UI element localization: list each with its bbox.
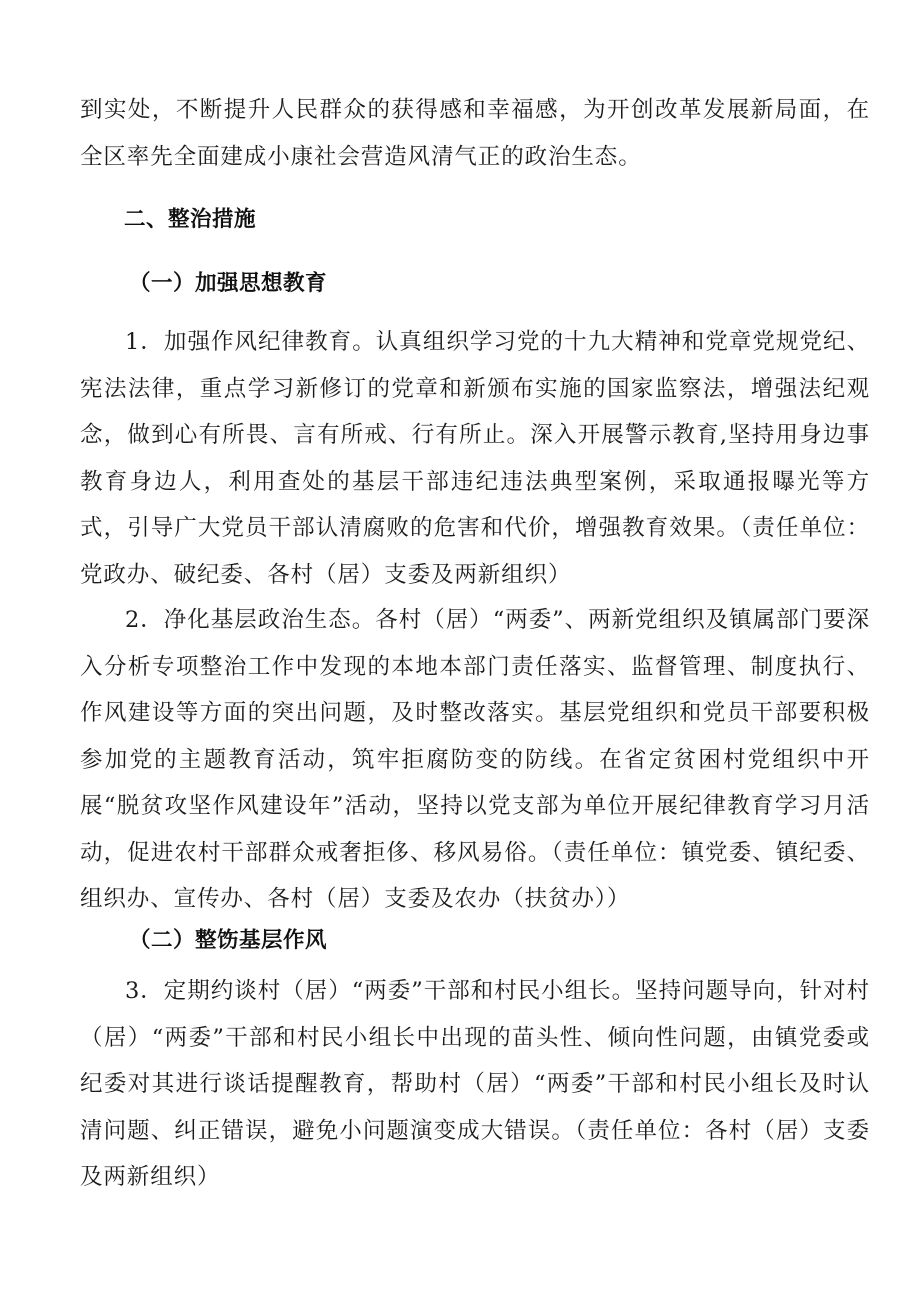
section-heading: 二、整治措施 — [124, 207, 257, 232]
subsection-heading-2: （二）整饬基层作风 — [129, 928, 328, 953]
item-paragraph-1: 1．加强作风纪律教育。认真组织学习党的十九大精神和党章党规党纪、宪法法律，重点学习新修订的党章和新颁布实施的国家监察法，增强法纪观念，做到心有所畏、言有所戒、行有所止。深入开展警示教育,坚持用身边事教育身边人，利用查处的基层干部违纪违法典型案例，采取通报曝光等方式，引导广大党员干部认清腐败的危害和代价，增强教育效果。（责任单位：党政办、破纪委、各村（居）支委及两新组织） — [80, 329, 870, 588]
item-paragraph-3: 3．定期约谈村（居）“两委”干部和村民小组长。坚持问题导向，针对村（居）“两委”干部和村民小组长中出现的苗头性、倾向性问题，由镇党委或纪委对其进行谈话提醒教育，帮助村（居）“两委”干部和村民小组长及时认清问题、纠正错误，避免小问题演变成大错误。（责任单位：各村（居）支委及两新组织） — [80, 978, 870, 1190]
item-paragraph-2: 2．净化基层政治生态。各村（居）“两委”、两新党组织及镇属部门要深入分析专项整治工作中发现的本地本部门责任落实、监督管理、制度执行、作风建设等方面的突出问题，及时整改落实。基层党组织和党员干部要积极参加党的主题教育活动，筑牢拒腐防变的防线。在省定贫困村党组织中开展“脱贫攻坚作风建设年”活动，坚持以党支部为单位开展纪律教育学习月活动，促进农村干部群众戒奢拒侈、移风易俗。（责任单位：镇党委、镇纪委、组织办、宣传办、各村（居）支委及农办（扶贫办）） — [80, 607, 870, 912]
intro-paragraph: 到实处，不断提升人民群众的获得感和幸福感，为开创改革发展新局面，在全区率先全面建成小康社会营造风清气正的政治生态。 — [80, 97, 870, 170]
subsection-heading-1: （一）加强思想教育 — [129, 271, 328, 296]
